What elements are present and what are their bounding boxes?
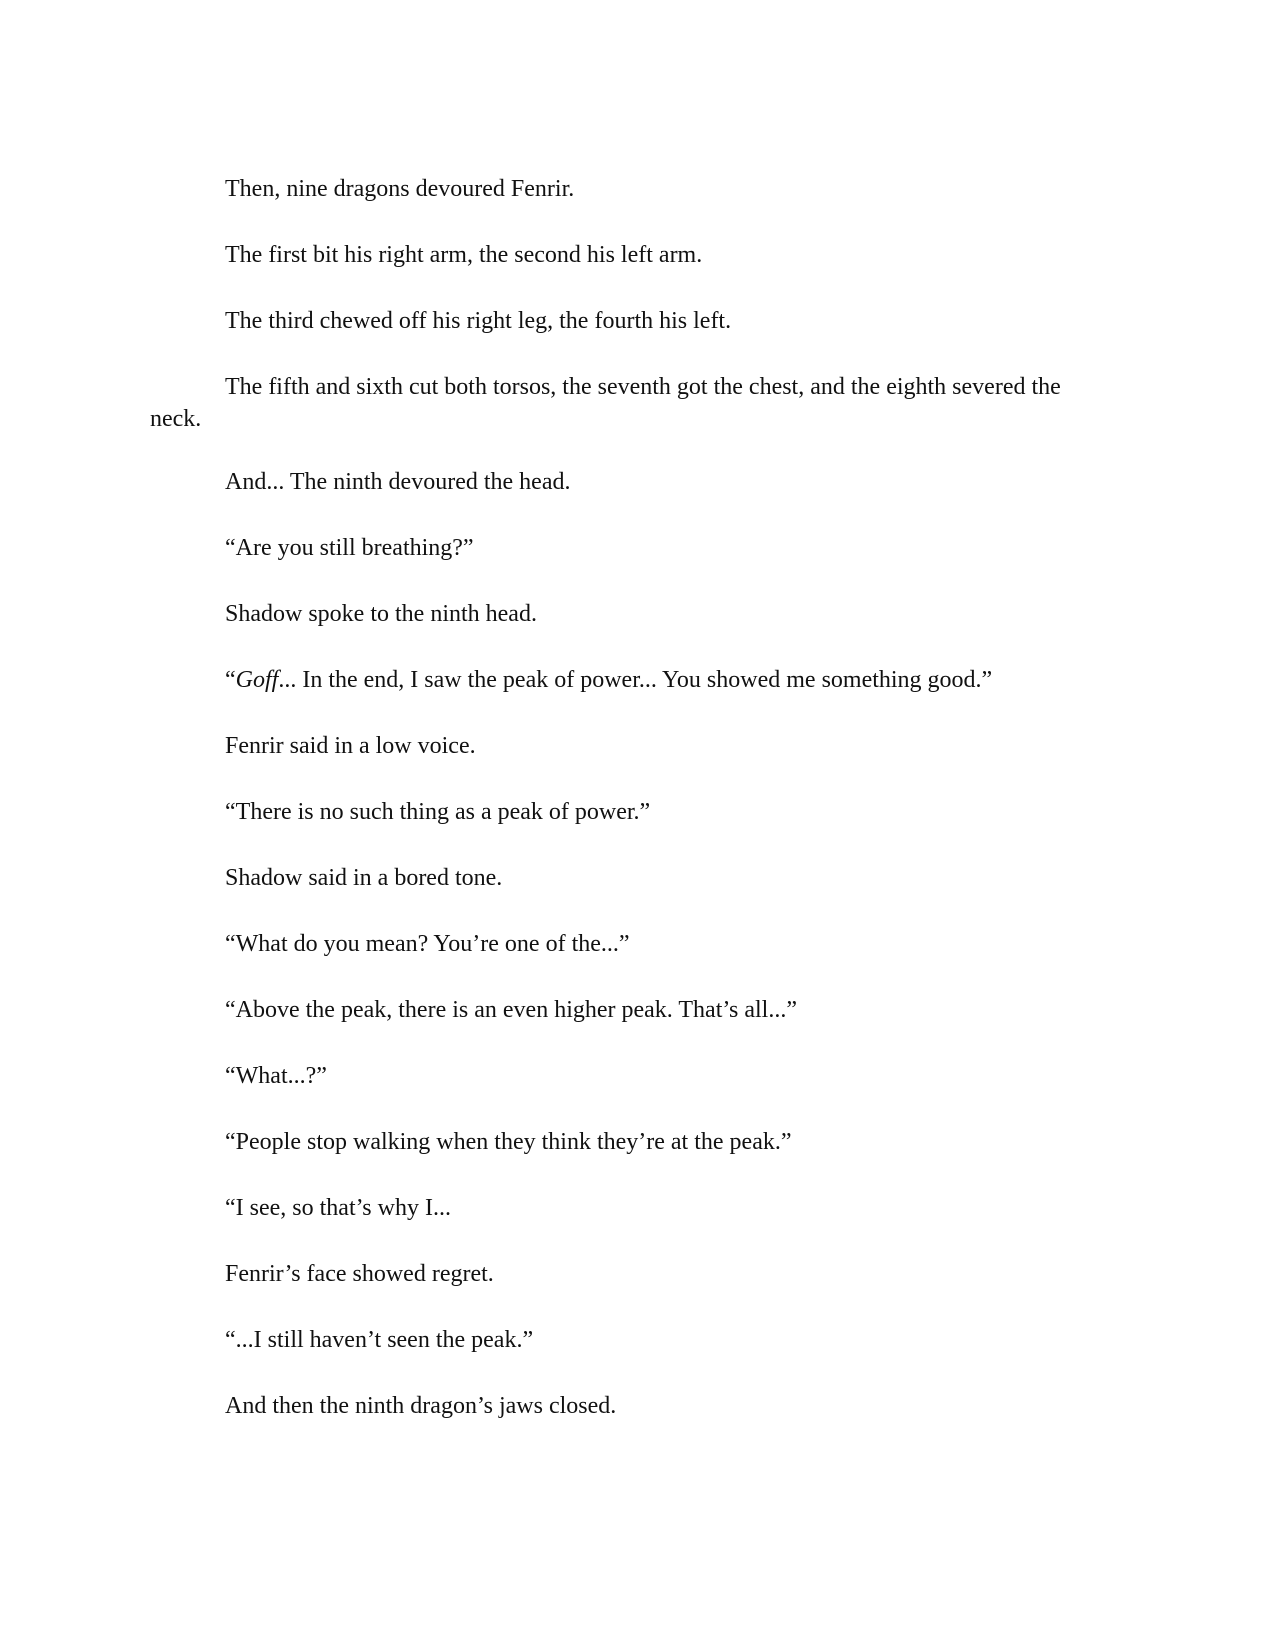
- paragraph: [150, 664, 1095, 696]
- paragraph: Fenrir said in a low voice.: [225, 733, 476, 759]
- paragraph: “There is no such thing as a peak of power.”: [225, 799, 651, 825]
- paragraph: Shadow spoke to the ninth head.: [225, 601, 537, 627]
- open-quote: “: [225, 667, 236, 693]
- paragraph: Fenrir’s face showed regret.: [225, 1261, 494, 1287]
- paragraph: Shadow said in a bored tone.: [225, 865, 503, 891]
- paragraph: And... The ninth devoured the head.: [225, 469, 571, 495]
- quote-remainder: ... In the end, I saw the peak of power... You showed me something good.”: [278, 667, 993, 693]
- paragraph: “Are you still breathing?”: [225, 535, 474, 561]
- italic-word: Goff: [235, 667, 279, 693]
- paragraph: “What do you mean? You’re one of the...”: [225, 931, 630, 957]
- body-text: [150, 173, 1095, 1456]
- paragraph: The fifth and sixth cut both torsos, the seventh got the chest, and the eighth severed the neck.: [150, 374, 1061, 432]
- paragraph: “I see, so that’s why I...: [225, 1195, 451, 1221]
- paragraph: And then the ninth dragon’s jaws closed.: [225, 1393, 617, 1419]
- paragraph: The third chewed off his right leg, the fourth his left.: [225, 308, 732, 334]
- paragraph: “...I still haven’t seen the peak.”: [225, 1327, 534, 1353]
- paragraph: “Above the peak, there is an even higher peak. That’s all...”: [225, 997, 798, 1023]
- paragraph: “People stop walking when they think they’re at the peak.”: [225, 1129, 792, 1155]
- paragraph: The first bit his right arm, the second his left arm.: [225, 242, 703, 268]
- paragraph: Then, nine dragons devoured Fenrir.: [225, 176, 575, 202]
- paragraph: “What...?”: [225, 1063, 327, 1089]
